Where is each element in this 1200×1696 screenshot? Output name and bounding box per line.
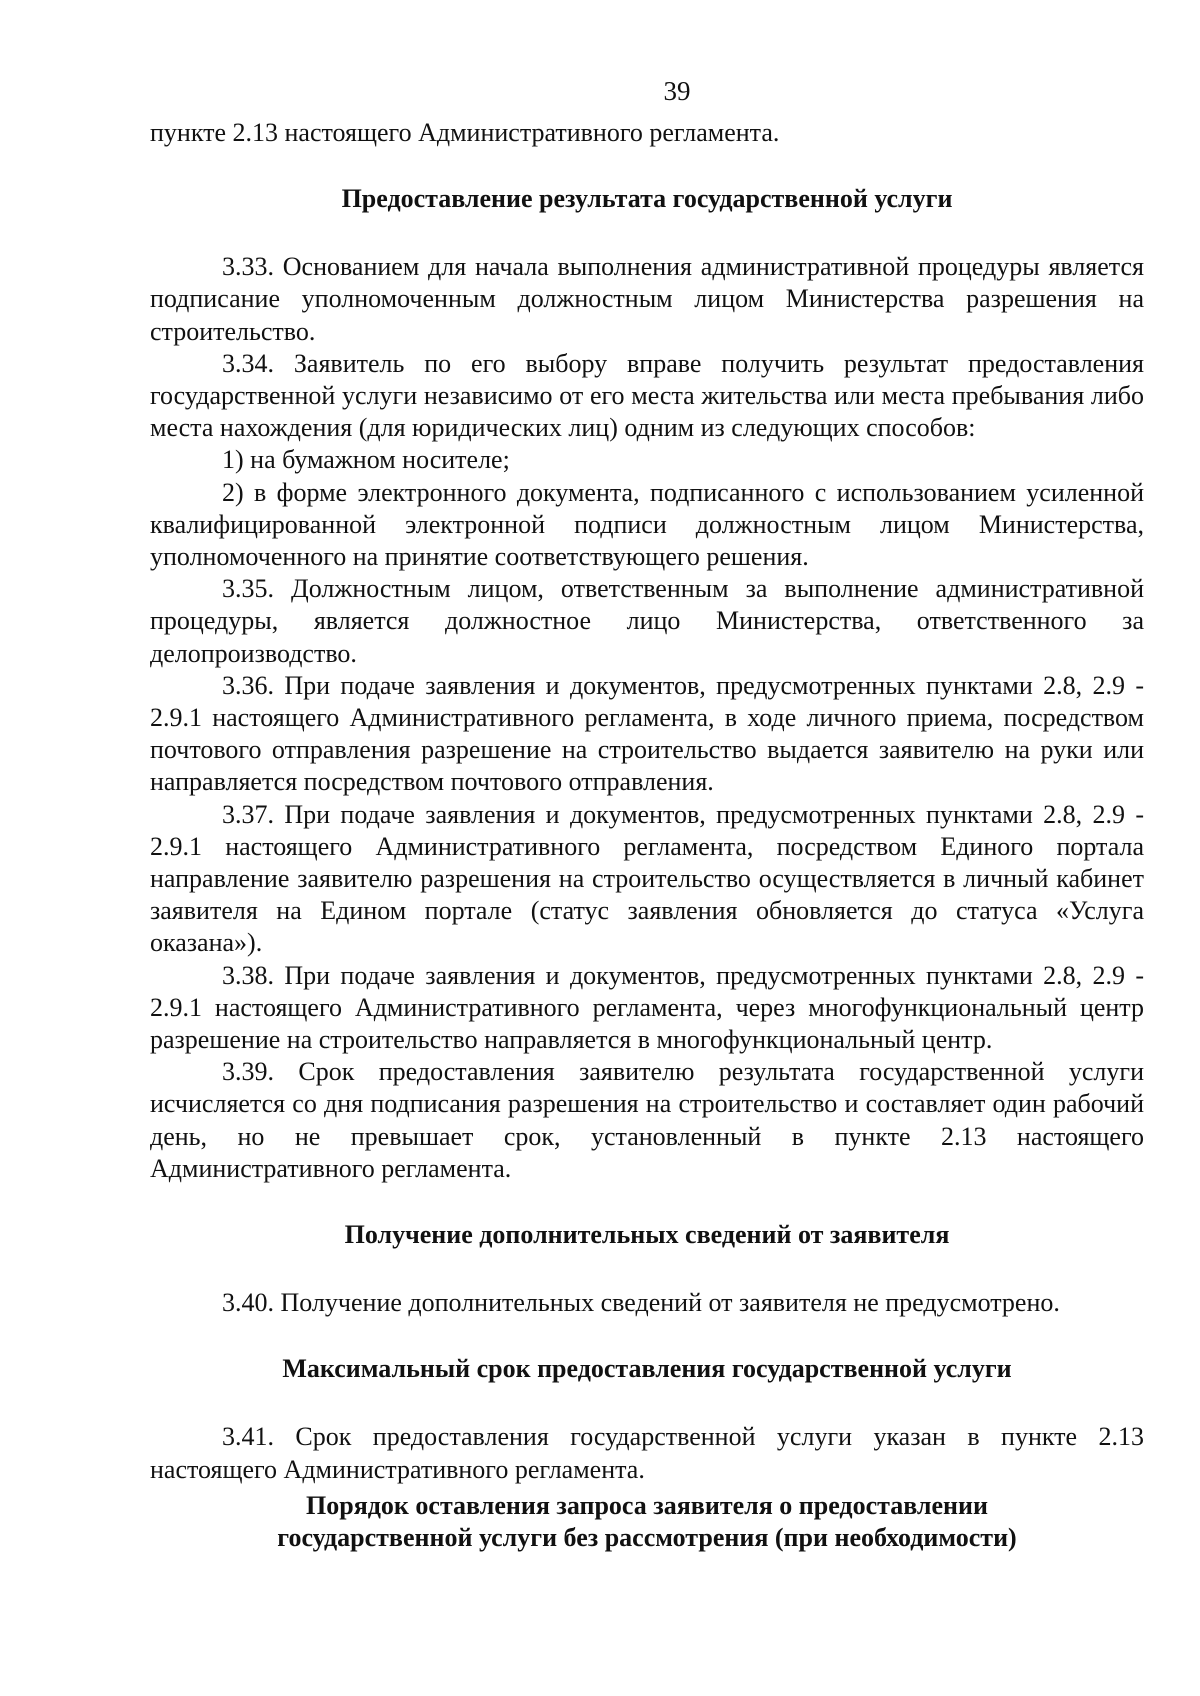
- page-number: 39: [663, 76, 691, 106]
- paragraph-3-37: 3.37. При подаче заявления и документов, предусмотренных пунктами 2.8, 2.9 - 2.9.1 настоящего Административного регламента, посредством Единого портала направление заявителю разрешения на строительство осуществляется в личный кабинет заявителя на Едином портале (статус заявления обновляется до статуса «Услуга оказана»).: [150, 799, 1144, 958]
- paragraph-3-34-item-2: 2) в форме электронного документа, подписанного с использованием усиленной квалифицированной электронной подписи должностным лицом Министерства, уполномоченного на принятие соответствующего решения.: [150, 477, 1144, 572]
- paragraph-3-39: 3.39. Срок предоставления заявителю результата государственной услуги исчисляется со дня подписания разрешения на строительство и составляет один рабочий день, но не превышает срок, установленный в пункте 2.13 настоящего Административного регламента.: [150, 1057, 1144, 1183]
- paragraph-3-40: 3.40. Получение дополнительных сведений от заявителя не предусмотрено.: [222, 1288, 1060, 1318]
- paragraph-3-36: 3.36. При подаче заявления и документов, предусмотренных пунктами 2.8, 2.9 - 2.9.1 настоящего Административного регламента, в ходе личного приема, посредством почтового отправления разрешение на строительство выдается заявителю на руки или направляется посредством почтового отправления.: [150, 670, 1144, 797]
- paragraph-3-34-item-1: 1) на бумажном носителе;: [222, 445, 510, 475]
- paragraph-3-41: 3.41. Срок предоставления государственной услуги указан в пункте 2.13 настоящего Административного регламента.: [150, 1422, 1144, 1484]
- paragraph-3-33: 3.33. Основанием для начала выполнения административной процедуры является подписание уполномоченным должностным лицом Министерства разрешения на строительство.: [150, 252, 1144, 346]
- section-heading-leave-request-line-2: государственной услуги без рассмотрения (при необходимости): [277, 1522, 1017, 1552]
- paragraph-3-34: 3.34. Заявитель по его выбору вправе получить результат предоставления государственной услуги независимо от его места жительства или места пребывания либо места нахождения (для юридических лиц) одним из следующих способов:: [150, 348, 1144, 443]
- section-heading-additional-info: Получение дополнительных сведений от заявителя: [344, 1220, 950, 1250]
- intro-line: пункте 2.13 настоящего Административного регламента.: [150, 118, 780, 147]
- document-page: [150, 75, 1144, 1554]
- section-heading-leave-request-line-1: Порядок оставления запроса заявителя о предоставлении: [306, 1490, 988, 1520]
- paragraph-3-38: 3.38. При подаче заявления и документов, предусмотренных пунктами 2.8, 2.9 - 2.9.1 настоящего Административного регламента, через многофункциональный центр разрешение на строительство направляется в многофункциональный центр.: [150, 960, 1144, 1055]
- section-heading-result: Предоставление результата государственной услуги: [341, 184, 953, 214]
- section-heading-max-term: Максимальный срок предоставления государственной услуги: [282, 1354, 1012, 1384]
- paragraph-3-35: 3.35. Должностным лицом, ответственным за выполнение административной процедуры, является должностное лицо Министерства, ответственного за делопроизводство.: [150, 574, 1144, 668]
